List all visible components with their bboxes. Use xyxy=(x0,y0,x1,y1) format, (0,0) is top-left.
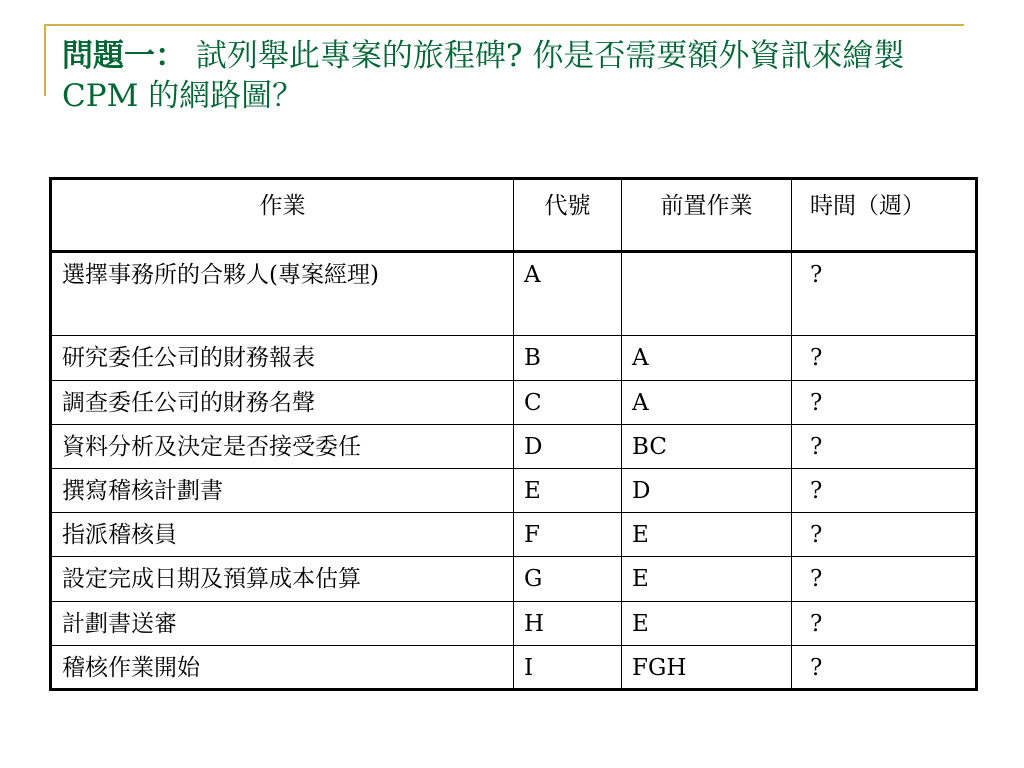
table-row xyxy=(51,513,977,557)
header-code: 代號 xyxy=(514,179,622,252)
cell-code: H xyxy=(514,601,622,645)
cell-activity: 撰寫稽核計劃書 xyxy=(51,468,514,512)
cell-time: ? xyxy=(792,557,977,601)
cell-activity: 指派稽核員 xyxy=(51,513,514,557)
table-row xyxy=(51,252,977,336)
cell-activity: 設定完成日期及預算成本估算 xyxy=(51,557,514,601)
cell-activity: 資料分析及決定是否接受委任 xyxy=(51,424,514,468)
cell-activity: 調查委任公司的財務名聲 xyxy=(51,380,514,424)
activity-table xyxy=(49,177,978,691)
cell-activity: 選擇事務所的合夥人(專案經理) xyxy=(51,252,514,336)
decorative-top-line xyxy=(44,24,964,26)
cell-activity: 研究委任公司的財務報表 xyxy=(51,336,514,380)
cell-time: ? xyxy=(792,380,977,424)
cell-time: ? xyxy=(792,601,977,645)
cell-code: I xyxy=(514,645,622,689)
cell-time: ? xyxy=(792,252,977,336)
cell-predecessor xyxy=(622,252,792,336)
cell-code: G xyxy=(514,557,622,601)
cell-code: F xyxy=(514,513,622,557)
cell-code: D xyxy=(514,424,622,468)
cell-predecessor: A xyxy=(622,380,792,424)
question-label: 問題一： xyxy=(62,38,186,74)
cell-code: E xyxy=(514,468,622,512)
cell-activity: 稽核作業開始 xyxy=(51,645,514,689)
table-row xyxy=(51,336,977,380)
table-header-row xyxy=(51,179,977,252)
header-time: 時間（週） xyxy=(792,179,977,252)
cell-code: C xyxy=(514,380,622,424)
slide-title xyxy=(62,36,962,116)
cell-predecessor: E xyxy=(622,601,792,645)
cell-predecessor: BC xyxy=(622,424,792,468)
table-row xyxy=(51,645,977,689)
activity-table-container xyxy=(49,177,975,691)
cell-time: ? xyxy=(792,645,977,689)
table-row xyxy=(51,557,977,601)
cell-predecessor: E xyxy=(622,513,792,557)
table-row xyxy=(51,380,977,424)
cell-predecessor: A xyxy=(622,336,792,380)
table-row xyxy=(51,424,977,468)
cell-code: A xyxy=(514,252,622,336)
cell-time: ? xyxy=(792,513,977,557)
question-text: 試列舉此專案的旅程碑? 你是否需要額外資訊來繪製 CPM 的網路圖？ xyxy=(62,38,905,114)
table-row xyxy=(51,468,977,512)
cell-predecessor: FGH xyxy=(622,645,792,689)
cell-predecessor: E xyxy=(622,557,792,601)
cell-time: ? xyxy=(792,336,977,380)
cell-predecessor: D xyxy=(622,468,792,512)
cell-time: ? xyxy=(792,468,977,512)
table-row xyxy=(51,601,977,645)
cell-time: ? xyxy=(792,424,977,468)
cell-code: B xyxy=(514,336,622,380)
header-activity: 作業 xyxy=(51,179,514,252)
decorative-left-line xyxy=(44,24,46,96)
header-predecessor: 前置作業 xyxy=(622,179,792,252)
cell-activity: 計劃書送審 xyxy=(51,601,514,645)
